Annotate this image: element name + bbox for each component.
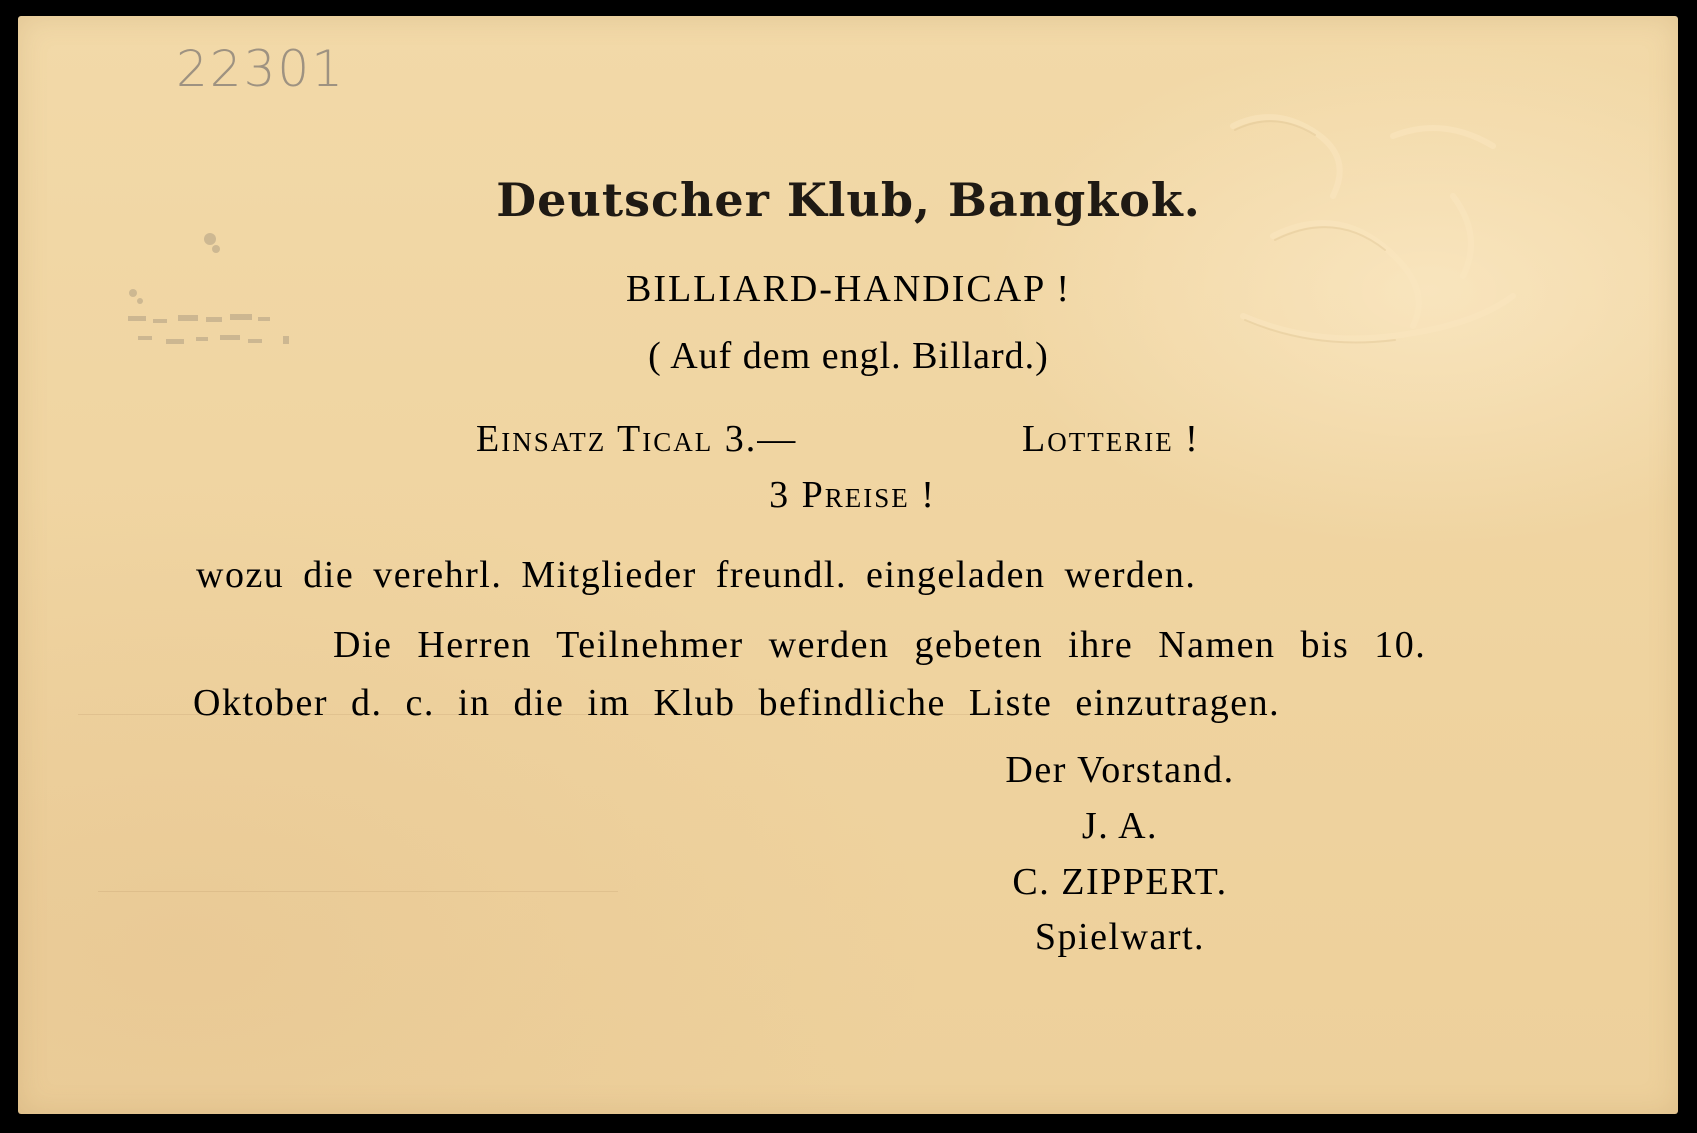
signature-initials: J. A. [1081,805,1159,847]
event-title: BILLIARD-HANDICAP ! [625,268,1072,310]
instructions-line-2: Oktober d. c. in die im Klub befindliche Liste einzutragen. [193,682,1281,724]
signature-name: C. ZIPPERT. [1012,861,1228,903]
signature-role: Spielwart. [1034,916,1206,958]
instructions-line-1: Die Herren Teilnehmer werden gebeten ihre Namen bis 10. [333,624,1427,666]
paper-crease [98,891,618,892]
archive-number: 22301 [176,40,346,98]
prizes-label: 3 Preise ! [769,474,936,516]
lottery-label: Lotterie ! [1022,418,1200,460]
event-note: ( Auf dem engl. Billard.) [648,335,1049,377]
signature-board: Der Vorstand. [1005,749,1235,791]
entry-fee: Einsatz Tical 3.— [476,418,798,460]
club-title: Deutscher Klub, Bangkok. [496,173,1201,227]
invitation-paragraph: wozu die verehrl. Mitglieder freundl. eingeladen werden. [196,554,1197,596]
